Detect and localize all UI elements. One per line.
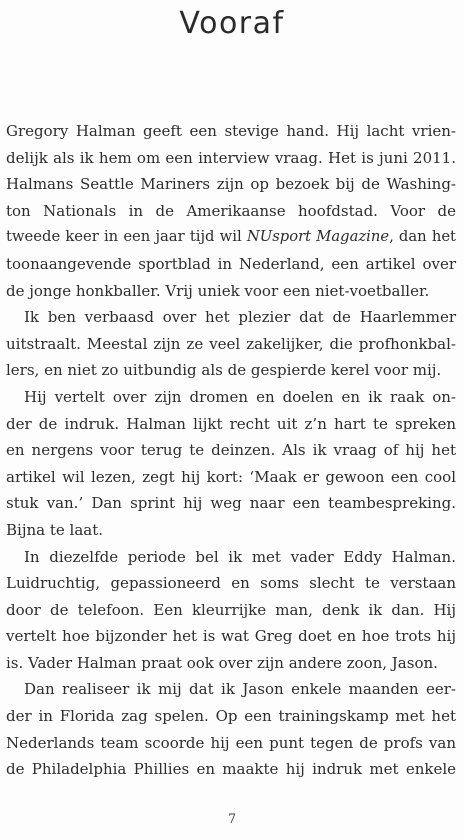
text-line: Halmans Seattle Mariners zijn op bezoek bij de Washing- [6, 175, 456, 194]
text-line: de Philadelphia Phillies en maakte hij indruk met enkele [6, 760, 456, 779]
magazine-title: NUsport Magazine [246, 228, 390, 246]
text-run: tweede keer in een jaar tijd wil [6, 228, 247, 246]
text-line: en nergens voor terug te deinzen. Als ik vraag of hij het [6, 441, 456, 460]
text-line: Luidruchtig, gepassioneerd en soms slecht te verstaan [6, 574, 456, 593]
text-line: Ik ben verbaasd over het plezier dat de Haarlemmer [24, 308, 456, 327]
text-line: Gregory Halman geeft een stevige hand. Hij lacht vrien- [6, 122, 456, 140]
page-number: 7 [227, 812, 237, 827]
text-line: is. Vader Halman praat ook over zijn andere zoon, Jason. [6, 653, 438, 672]
text-line: door de telefoon. Een kleurrijke man, denk ik dan. Hij [6, 600, 456, 619]
text-line: stuk van.’ Dan sprint hij weg naar een teambespreking. [6, 494, 456, 513]
text-line: Bijna te laat. [6, 520, 103, 539]
text-line: vertelt hoe bijzonder het is wat Greg doet en hoe trots hij [6, 627, 456, 646]
text-line: Dan realiseer ik mij dat ik Jason enkele maanden eer- [24, 680, 456, 699]
text-line [6, 224, 456, 251]
text-line: der in Florida zag spelen. Op een trainingskamp met het [6, 707, 456, 726]
text-line: Hij vertelt over zijn dromen en doelen en ik raak on- [24, 387, 456, 406]
text-line: ton Nationals in de Amerikaanse hoofdstad. Voor de [6, 201, 456, 220]
text-run: , dan het [389, 228, 456, 246]
text-line: de jonge honkballer. Vrij uniek voor een niet-voetballer. [6, 281, 430, 300]
text-line: toonaangevende sportblad in Nederland, een artikel over [6, 254, 456, 273]
text-line: delijk als ik hem om een interview vraag. Het is juni 2011. [6, 148, 456, 167]
text-line: artikel wil lezen, zegt hij kort: ‘Maak er gewoon een cool [6, 467, 456, 486]
text-line: der de indruk. Halman lijkt recht uit z’n hart te spreken [6, 414, 456, 433]
chapter-heading: Vooraf [179, 6, 285, 41]
body-text [6, 118, 456, 783]
text-line: uitstraalt. Meestal zijn ze veel zakelijker, die profhonkbal- [6, 334, 456, 353]
text-line: Nederlands team scoorde hij een punt tegen de profs van [6, 733, 456, 752]
text-line: lers, en niet zo uitbundig als de gespierde kerel voor mij. [6, 361, 442, 380]
text-line: In diezelfde periode bel ik met vader Eddy Halman. [24, 547, 456, 566]
